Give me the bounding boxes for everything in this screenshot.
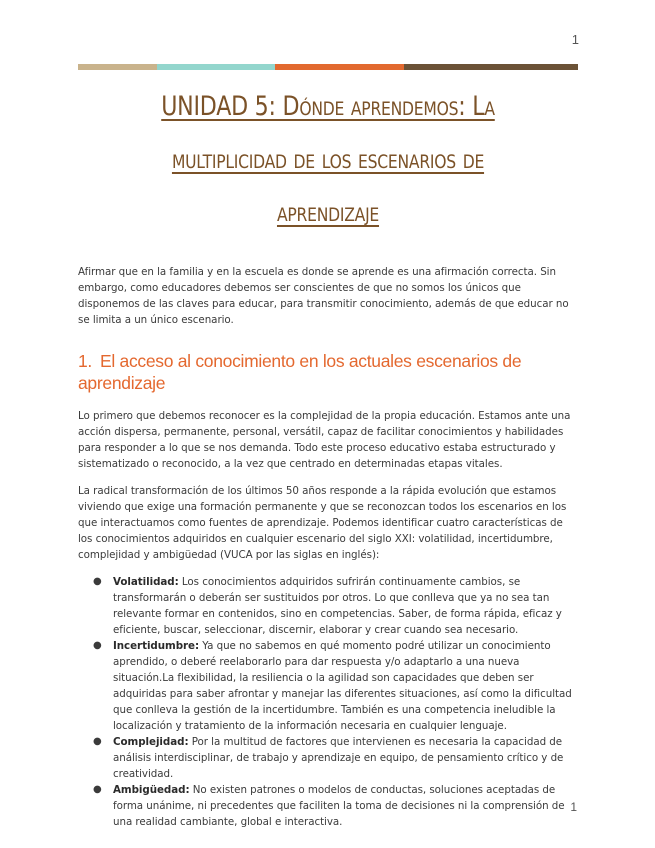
document-body bbox=[78, 264, 580, 830]
color-bar-segment-tan bbox=[78, 64, 157, 70]
bullet-icon: ● bbox=[93, 736, 102, 747]
list-item-term: Ambigüedad: bbox=[113, 784, 190, 796]
color-bar-segment-brown bbox=[404, 64, 578, 70]
page-title: UNIDAD 5: Dónde aprendemos: La multiplicidad de los escenarios de aprendizaje bbox=[161, 91, 495, 228]
list-item-text: Por la multitud de factores que intervienen es necesaria la capacidad de análisis interdisciplinar, de trabajo y aprendizaje en equipo, de pensamiento crítico y de creatividad. bbox=[113, 736, 564, 780]
list-item bbox=[78, 734, 580, 782]
list-item bbox=[78, 574, 580, 638]
section-heading bbox=[78, 350, 580, 394]
body-paragraph: La radical transformación de los últimos 50 años responde a la rápida evolución que estamos viviendo que exige una formación permanente y que se reconozcan todos los escenarios en los que interactuamos como fuentes de aprendizaje. Podemos identificar cuatro características de los conocimientos adquiridos en cualquier escenario del siglo XXI: volatilidad, incertidumbre, complejidad y ambigüedad (VUCA por las siglas en inglés): bbox=[78, 485, 567, 561]
decorative-color-bar bbox=[78, 64, 578, 70]
body-paragraph: Lo primero que debemos reconocer es la complejidad de la propia educación. Estamos ante una acción dispersa, permanente, personal, versátil, capaz de facilitar conocimientos y habilidades para responder a lo que se nos demanda. Todo este proceso educativo estaba estructurado y sistematizado o reconocido, a la vez que centrado en determinadas etapas vitales. bbox=[78, 410, 571, 470]
intro-paragraph: Afirmar que en la familia y en la escuela es donde se aprende es una afirmación correcta. Sin embargo, como educadores debemos ser conscientes de que no somos los únicos que disponemos de las claves para educar, para transmitir conocimiento, además de que educar no se limita a un único escenario. bbox=[78, 266, 569, 326]
bullet-icon: ● bbox=[93, 640, 102, 651]
list-item-term: Incertidumbre: bbox=[113, 640, 200, 652]
list-item-text: No existen patrones o modelos de conductas, soluciones aceptadas de forma unánime, ni precedentes que faciliten la toma de decisiones ni la comprensión de una realidad cambiante, global e interactiva. bbox=[113, 784, 565, 828]
list-item bbox=[78, 782, 580, 830]
list-item-term: Volatilidad: bbox=[113, 576, 179, 588]
section-heading-text: El acceso al conocimiento en los actuales escenarios de aprendizaje bbox=[78, 351, 522, 393]
list-item bbox=[78, 638, 580, 734]
page-number-top: 1 bbox=[571, 32, 579, 47]
section-number: 1. bbox=[78, 351, 92, 371]
list-item-term: Complejidad: bbox=[113, 736, 189, 748]
list-item-text: Ya que no sabemos en qué momento podré utilizar un conocimiento aprendido, o deberé reelaborarlo para dar respuesta y/o adaptarlo a una nueva situación.La flexibilidad, la resiliencia o la agilidad son capacidades que deben ser adquiridas para saber afrontar y manejar las diferentes situaciones, así como la dificultad que conlleva la gestión de la incertidumbre. También es una competencia ineludible la localización y tratamiento de la información necesaria en cualquier lenguaje. bbox=[113, 640, 572, 732]
list-item-text: Los conocimientos adquiridos sufrirán continuamente cambios, se transformarán o deberán ser sustituidos por otros. Lo que conlleva que ya no sea tan relevante formar en contenidos, sino en competencias. Saber, de forma rápida, eficaz y eficiente, buscar, seleccionar, discernir, elaborar y crear cuando sea necesario. bbox=[113, 576, 562, 636]
bullet-icon: ● bbox=[93, 784, 102, 795]
bullet-icon: ● bbox=[93, 576, 102, 587]
color-bar-segment-orange bbox=[275, 64, 404, 70]
page-number-bottom: 1 bbox=[570, 800, 577, 814]
color-bar-segment-teal bbox=[157, 64, 275, 70]
vuca-list bbox=[78, 574, 580, 830]
